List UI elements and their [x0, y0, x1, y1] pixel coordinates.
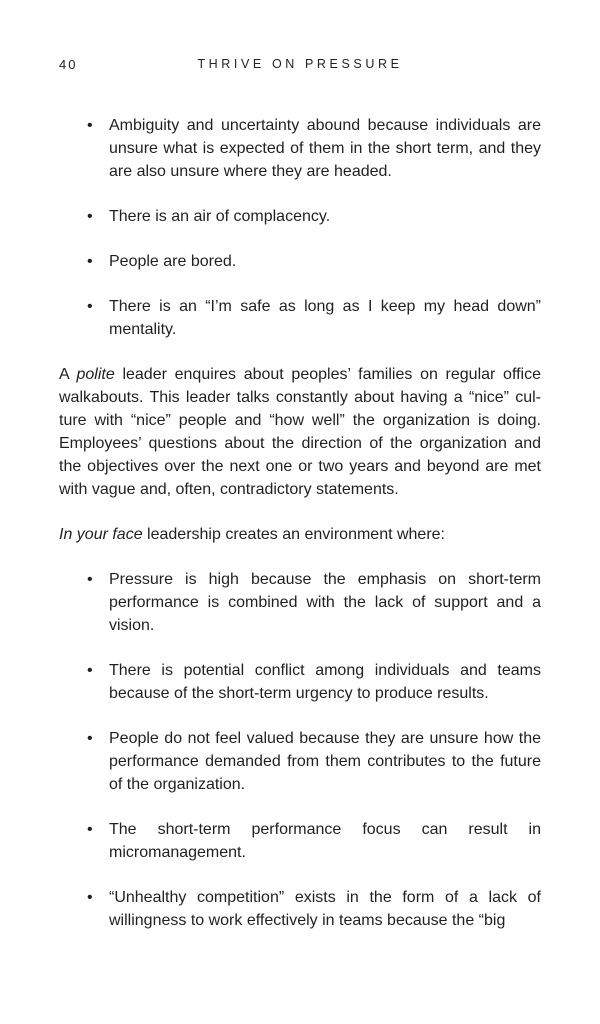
list-item [59, 114, 541, 183]
paragraph-text: leader enquires about peoples’ families on regular office walkabouts. This leader talks constantly about having a “nice” cul-ture with “nice” people and “how well” the organization is doing. Employees’ questions about the direction of the organization and the objectives over the next one or two years and beyond are met with vague and, often, contradictory statements. [59, 366, 542, 498]
paragraph-in-your-face [59, 523, 541, 546]
list-item-text: Ambiguity and uncertainty abound because individuals are unsure what is expected of them in the short term, and they are also unsure where they are headed. [109, 117, 541, 180]
bullet-icon: • [87, 298, 93, 315]
list-item [59, 818, 541, 864]
bullet-icon: • [87, 662, 93, 679]
list-item [59, 659, 541, 705]
bullet-icon: • [87, 730, 93, 747]
list-item-text: There is an “I’m safe as long as I keep my head down” mentality. [109, 298, 541, 338]
bullet-list-in-your-face [59, 568, 541, 932]
list-item-text: There is potential conflict among individuals and teams because of the short-term urgency to produce results. [109, 662, 541, 702]
list-item [59, 886, 541, 932]
list-item [59, 250, 541, 273]
list-item-text: Pressure is high because the emphasis on short-term performance is combined with the lack of support and a vision. [109, 571, 541, 634]
running-title: THRIVE ON PRESSURE [197, 57, 403, 71]
page-header [0, 57, 600, 75]
bullet-icon: • [87, 208, 93, 225]
list-item-text: People do not feel valued because they are unsure how the performance demanded from them contributes to the future of the organization. [109, 730, 541, 793]
list-item-text: People are bored. [109, 253, 237, 270]
bullet-icon: • [87, 253, 93, 270]
list-item [59, 205, 541, 228]
bullet-list-polite [59, 114, 541, 341]
page-body [59, 114, 541, 932]
list-item [59, 568, 541, 637]
bullet-icon: • [87, 571, 93, 588]
list-item-text: The short-term performance focus can result in micromanagement. [109, 821, 541, 861]
page-number: 40 [59, 57, 78, 72]
list-item-text: There is an air of complacency. [109, 208, 331, 225]
list-item [59, 295, 541, 341]
list-item [59, 727, 541, 796]
paragraph-text: leadership creates an environment where: [142, 526, 445, 543]
bullet-icon: • [87, 117, 93, 134]
list-item-text: “Unhealthy competition” exists in the form of a lack of willingness to work effectively in teams because the “big [109, 889, 541, 929]
emphasis-in-your-face: In your face [59, 526, 143, 543]
emphasis-polite: polite [76, 366, 115, 383]
bullet-icon: • [87, 889, 93, 906]
bullet-icon: • [87, 821, 93, 838]
paragraph-prefix: A [59, 366, 77, 383]
paragraph-polite-leader [59, 363, 541, 501]
